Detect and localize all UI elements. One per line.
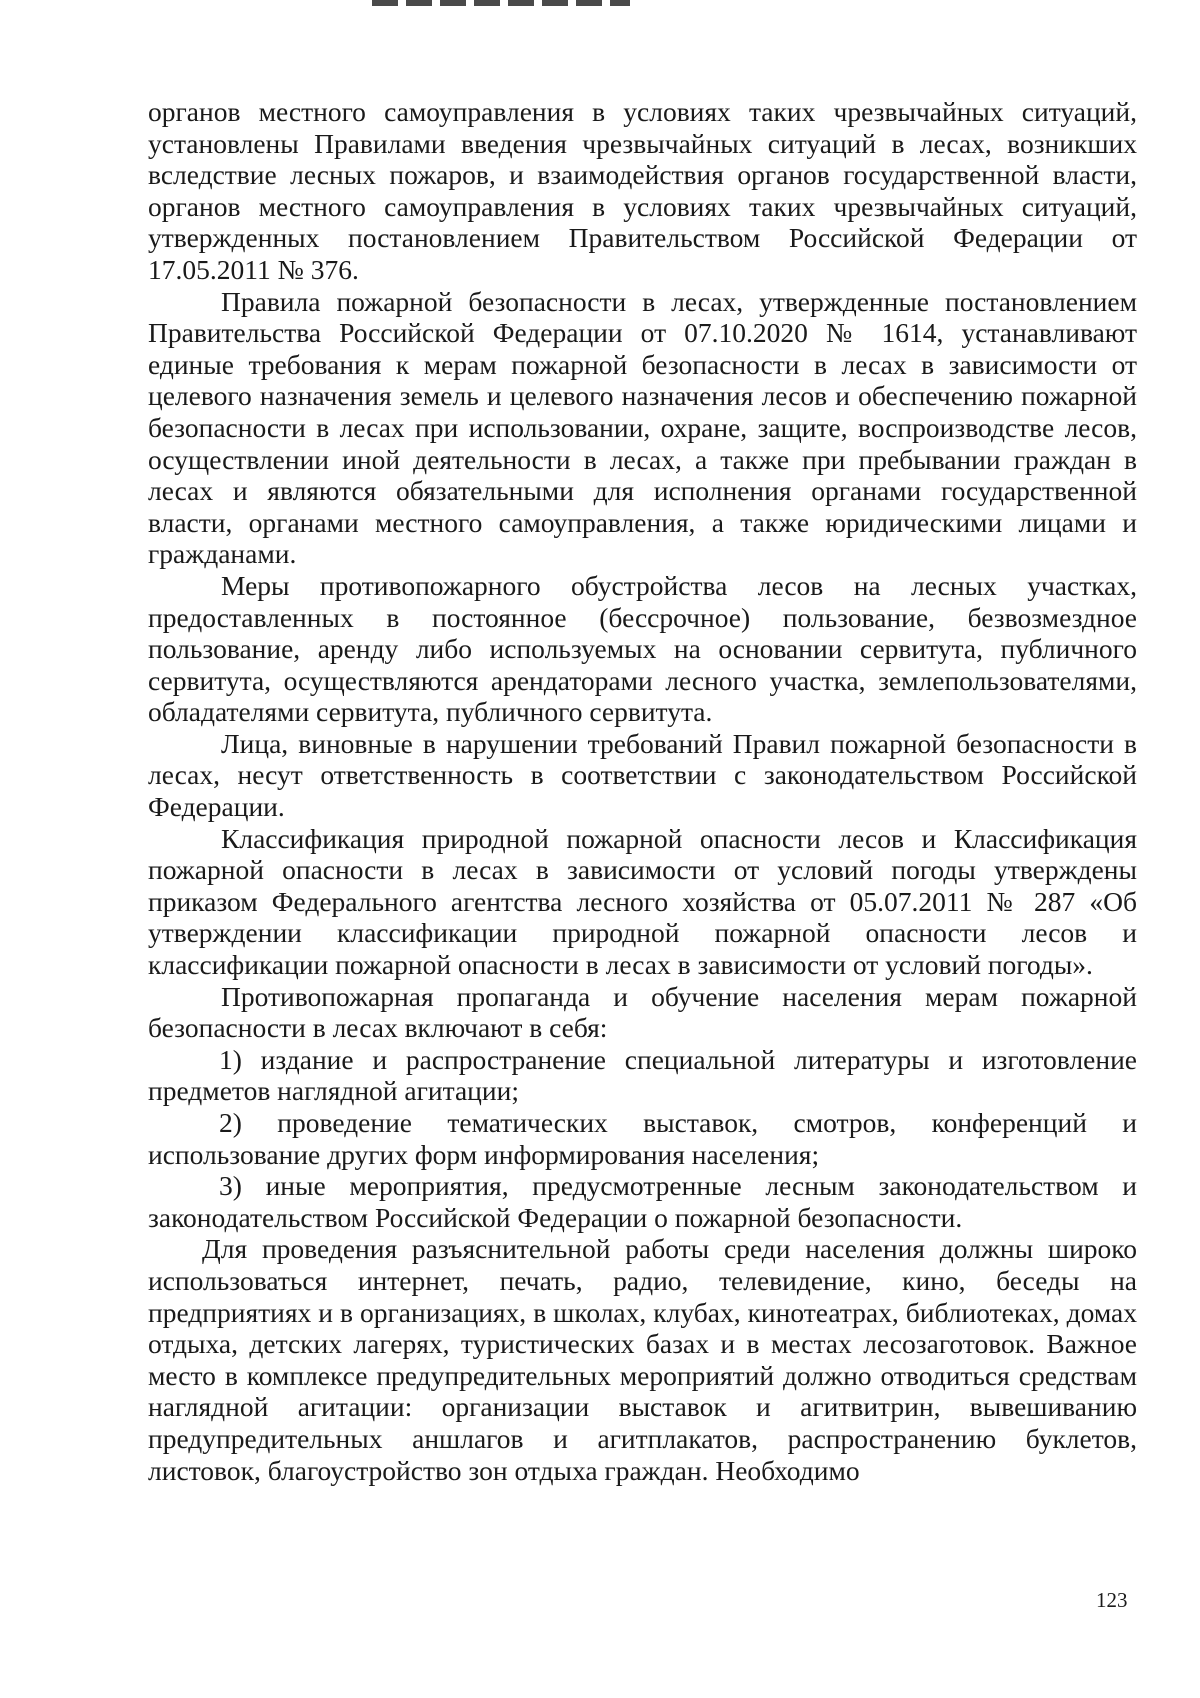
paragraph-classification: Классификация природной пожарной опасности лесов и Классификация пожарной опасности в лесах в зависимости от условий погоды утверждены приказом Федерального агентства лесного хозяйства от 05.07.2011 № 287 «Об утверждении классификации природной пожарной опасности лесов и классификации пожарной опасности в лесах в зависимости от условий погоды». [148, 822, 1137, 981]
paragraph-propaganda-intro: Противопожарная пропаганда и обучение населения мерам пожарной безопасности в лесах включают в себя: [148, 980, 1137, 1044]
page-number: 123 [1096, 1588, 1128, 1612]
scan-edge-artifact [372, 0, 630, 6]
list-item-1: 1) издание и распространение специальной литературы и изготовление предметов наглядной агитации; [148, 1043, 1137, 1107]
list-item-2: 2) проведение тематических выставок, смотров, конференций и использование других форм информирования населения; [148, 1107, 1137, 1170]
paragraph-fire-prevention-measures: Меры противопожарного обустройства лесов на лесных участках, предоставленных в постоянное (бессрочное) пользование, безвозмездное пользование, аренду либо используемых на основании сервитута, публичного сервитута, осуществляются арендаторами лесного участка, землепользователями, обладателями сервитута, публичного сервитута. [148, 569, 1137, 728]
paragraph-outreach: Для проведения разъяснительной работы среди населения должны широко использоваться интернет, печать, радио, телевидение, кино, беседы на предприятиях и в организациях, в школах, клубах, кинотеатрах, библиотеках, домах отдыха, детских лагерях, туристических базах и в местах лесозаготовок. Важное место в комплексе предупредительных мероприятий должно отводиться средствам наглядной агитации: организации выставок и агитвитрин, вывешиванию предупредительных аншлагов и агитплакатов, распространению буклетов, листовок, благоустройство зон отдыха граждан. Необходимо [148, 1233, 1137, 1486]
document-body [148, 96, 1137, 1486]
list-item-3: 3) иные мероприятия, предусмотренные лесным законодательством и законодательством Российской Федерации о пожарной безопасности. [148, 1170, 1137, 1233]
paragraph-fire-safety-rules: Правила пожарной безопасности в лесах, утвержденные постановлением Правительства Российской Федерации от 07.10.2020 № 1614, устанавливают единые требования к мерам пожарной безопасности в лесах в зависимости от целевого назначения земель и целевого назначения лесов и обеспечению пожарной безопасности в лесах при использовании, охране, защите, воспроизводстве лесов, осуществлении иной деятельности в лесах, а также при пребывании граждан в лесах и являются обязательными для исполнения органами государственной власти, органами местного самоуправления, а также юридическими лицами и гражданами. [148, 285, 1137, 570]
paragraph-continuation: органов местного самоуправления в условиях таких чрезвычайных ситуаций, установлены Правилами введения чрезвычайных ситуаций в лесах, возникших вследствие лесных пожаров, и взаимодействия органов государственной власти, органов местного самоуправления в условиях таких чрезвычайных ситуаций, утвержденных постановлением Правительством Российской Федерации от 17.05.2011 № 376. [148, 96, 1137, 285]
paragraph-liability: Лица, виновные в нарушении требований Правил пожарной безопасности в лесах, несут ответственность в соответствии с законодательством Российской Федерации. [148, 727, 1137, 823]
